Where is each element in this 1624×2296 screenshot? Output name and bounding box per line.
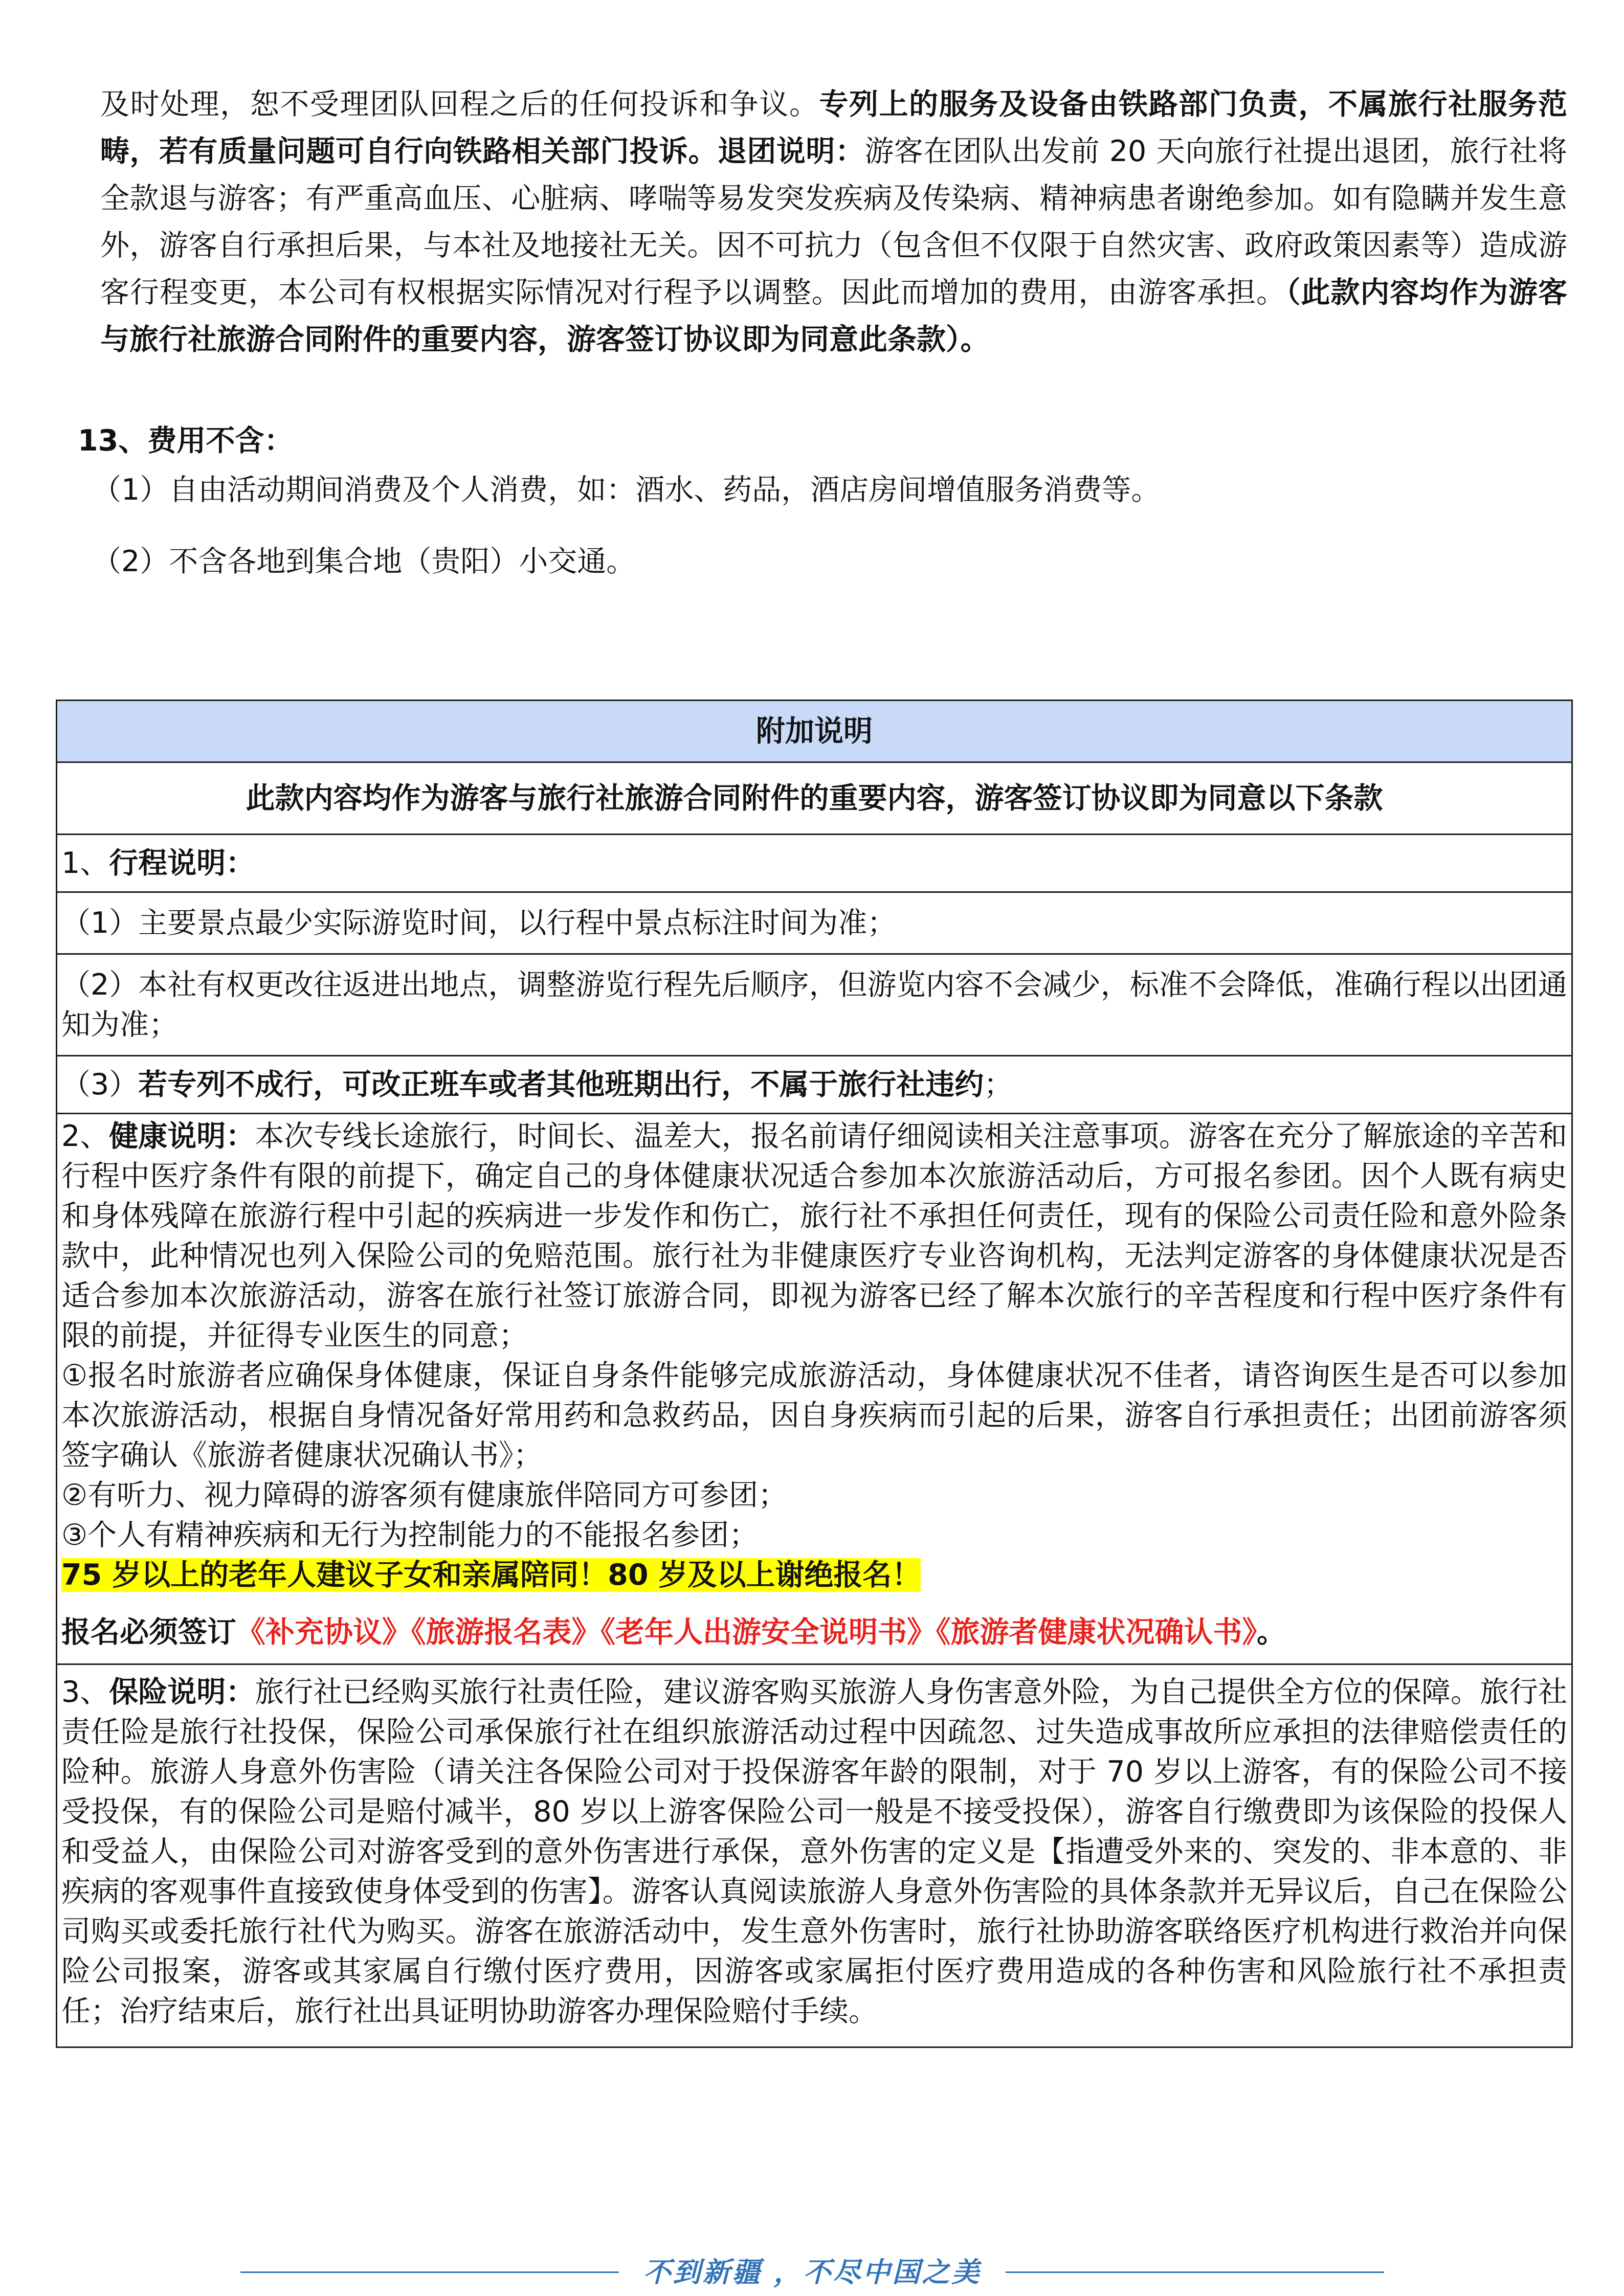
contract-clause-note: （此款内容均作为游客与旅行社旅游合同附件的重要内容，游客签订协议即为同意此条款）。 [100, 276, 1568, 356]
top-paragraph [100, 81, 1567, 363]
insurance-text: 旅行社已经购买旅行社责任险，建议游客购买旅游人身伤害意外险，为自己提供全方位的保障。旅行社责任险是旅行社投保，保险公司承保旅行社在组织旅游活动过程中因疏忽、过失造成事故所应承担的法律赔偿责任的险种。旅游人身意外伤害险（请关注各保险公司对于投保游客年龄的限制，对于 70 岁以上游客，有的保险公司不接受投保，有的保险公司是赔付减半，80 岁以上游客保险公司一般是不接受投保），游客自行缴费即为该保险的投保人和受益人，由保险公司对游客受到的意外伤害进行承保，意外伤害的定义是【指遭受外来的、突发的、非本意的、非疾病的客观事件直接致使身体受到的伤害】。游客认真阅读旅游人身意外伤害险的具体条款并无异议后，自己在保险公司购买或委托旅行社代为购买。游客在旅游活动中，发生意外伤害时，旅行社协助游客联络医疗机构进行救治并向保险公司报案，游客或其家属自行缴付医疗费用，因游客或家属拒付医疗费用造成的各种伤害和风险旅行社不承担责任；治疗结束后，旅行社出具证明协助游客办理保险赔付手续。 [61, 1675, 1568, 2028]
section-13-heading: 13、费用不含： [78, 424, 294, 458]
health-point-1: ①报名时旅游者应确保身体健康，保证自身条件能够完成旅游活动，身体健康状况不佳者，请咨询医生是否可以参加本次旅游活动，根据自身情况备好常用药和急救药品，因自身疾病而引起的后果，游客自行承担责任；出团前游客须签字确认《旅游者健康状况确认书》； [61, 1359, 1567, 1472]
train-service-notice: 专列上的服务及设备由铁路部门负责，不属旅行社服务范畴，若有质量问题可自行向铁路相关部门投诉。 [100, 87, 1567, 168]
age-notice-highlight: 75 岁以上的老年人建议子女和亲属陪同！80 岁及以上谢绝报名！ [61, 1558, 921, 1592]
required-docs-prefix: 报名必须签订 [61, 1615, 236, 1649]
footer-divider-right [1006, 2271, 1384, 2273]
health-number: 2、 [61, 1119, 109, 1153]
itinerary-item-2: （2）本社有权更改往返进出地点，调整游览行程先后顺序，但游览内容不会减少，标准不会降低，准确行程以出团通知为准； [57, 954, 1572, 1056]
health-intro-block [61, 1116, 1567, 1356]
table-intro: 此款内容均作为游客与旅行社旅游合同附件的重要内容，游客签订协议即为同意以下条款 [57, 762, 1572, 835]
health-intro: 本次专线长途旅行，时间长、温差大，报名前请仔细阅读相关注意事项。游客在充分了解旅途的辛苦和行程中医疗条件有限的前提下，确定自己的身体健康状况适合参加本次旅游活动后，方可报名参团。因个人既有病史和身体残障在旅游行程中引起的疾病进一步发作和伤亡，旅行社不承担任何责任，现有的保险公司责任险和意外险条款中，此种情况也列入保险公司的免赔范围。旅行社为非健康医疗专业咨询机构，无法判定游客的身体健康状况是否适合参加本次旅游活动，游客在旅行社签订旅游合同，即视为游客已经了解本次旅行的辛苦程度和行程中医疗条件有限的前提，并征得专业医生的同意； [61, 1119, 1568, 1353]
required-docs-list: 《补充协议》《旅游报名表》《老年人出游安全说明书》《旅游者健康状况确认书》 [236, 1615, 1257, 1649]
required-docs-suffix: 。 [1257, 1615, 1286, 1649]
itinerary-item-3-suffix: ； [984, 1068, 1013, 1101]
footer-divider-left [240, 2271, 619, 2273]
itinerary-item-3-bold: 若专列不成行，可改正班车或者其他班期出行，不属于旅行社违约 [138, 1068, 984, 1101]
age-notice-line [61, 1555, 1567, 1595]
itinerary-item-3 [57, 1056, 1572, 1114]
section-13-item-2: （2）不含各地到集合地（贵阳）小交通。 [92, 545, 636, 578]
itinerary-heading: 行程说明： [109, 846, 255, 880]
itinerary-item-1: （1）主要景点最少实际游览时间，以行程中景点标注时间为准； [57, 892, 1572, 954]
health-point-2: ②有听力、视力障碍的游客须有健康旅伴陪同方可参团； [61, 1478, 788, 1512]
health-point-3: ③个人有精神疾病和无行为控制能力的不能报名参团； [61, 1518, 759, 1552]
insurance-section [57, 1664, 1572, 2047]
itinerary-heading-row [57, 835, 1572, 892]
health-section [57, 1114, 1572, 1664]
section-13-item-1: （1）自由活动期间消费及个人消费，如：酒水、药品，酒店房间增值服务消费等。 [92, 473, 1161, 507]
itinerary-number: 1、 [61, 846, 109, 880]
insurance-number: 3、 [61, 1675, 109, 1709]
complaint-text: 及时处理，恕不受理团队回程之后的任何投诉和争议。 [100, 87, 819, 121]
insurance-heading: 保险说明： [109, 1675, 255, 1709]
footer-slogan: 不到新疆 ，不尽中国之美 [643, 2256, 982, 2288]
required-docs-line [61, 1612, 1567, 1652]
table-header: 附加说明 [57, 701, 1572, 762]
itinerary-item-3-prefix: （3） [61, 1068, 139, 1101]
health-heading: 健康说明： [109, 1119, 255, 1153]
cancellation-text: 游客在团队出发前 20 天向旅行社提出退团，旅行社将全款退与游客；有严重高血压、心脏病、哮喘等易发突发疾病及传染病、精神病患者谢绝参加。如有隐瞒并发生意外，游客自行承担后果，与本社及地接社无关。因不可抗力（包含但不仅限于自然灾害、政府政策因素等）造成游客行程变更，本公司有权根据实际情况对行程予以调整。因此而增加的费用，由游客承担。 [100, 134, 1567, 309]
cancellation-label: 退团说明： [717, 134, 865, 168]
additional-notes-table [56, 700, 1573, 2048]
